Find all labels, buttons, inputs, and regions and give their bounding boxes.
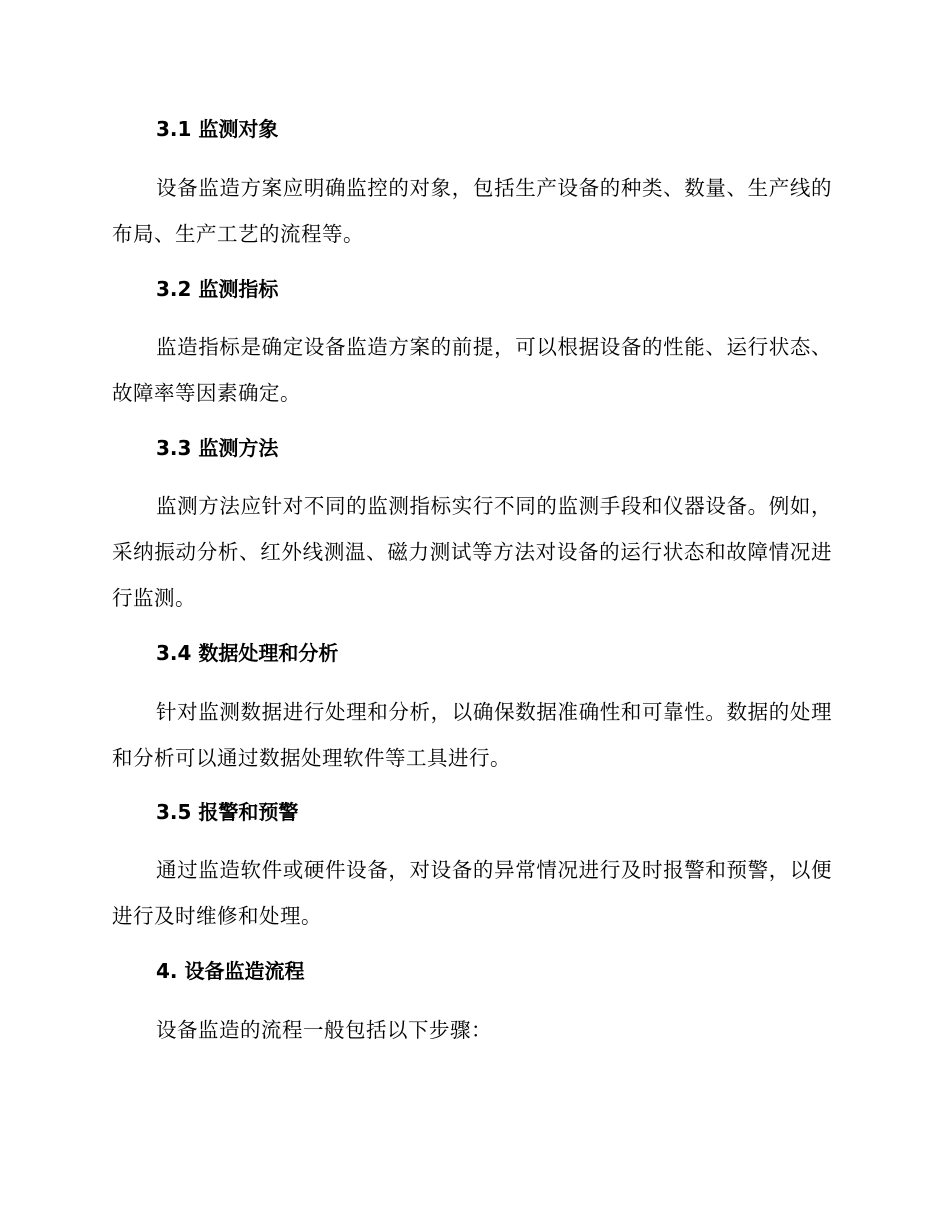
- section-body-3-3: 监测方法应针对不同的监测指标实行不同的监测手段和仪器设备。例如，采纳振动分析、红外线测温、磁力测试等方法对设备的运行状态和故障情况进行监测。: [112, 494, 832, 610]
- section-body-3-4: 针对监测数据进行处理和分析，以确保数据准确性和可靠性。数据的处理和分析可以通过数据处理软件等工具进行。: [112, 700, 832, 770]
- section-heading-3-5: 3.5 报警和预警: [156, 800, 299, 824]
- section-heading-3-3: 3.3 监测方法: [156, 436, 279, 460]
- section-heading-4: 4. 设备监造流程: [156, 959, 305, 983]
- document-page: [112, 0, 832, 1230]
- section-body-3-2: 监造指标是确定设备监造方案的前提，可以根据设备的性能、运行状态、故障率等因素确定。: [112, 335, 832, 405]
- section-body-3-1: 设备监造方案应明确监控的对象，包括生产设备的种类、数量、生产线的布局、生产工艺的流程等。: [112, 176, 832, 246]
- section-body-4: 设备监造的流程一般包括以下步骤：: [156, 1018, 492, 1042]
- section-heading-3-4: 3.4 数据处理和分析: [156, 641, 339, 665]
- section-heading-3-1: 3.1 监测对象: [156, 117, 279, 141]
- section-heading-3-2: 3.2 监测指标: [156, 277, 279, 301]
- section-body-3-5: 通过监造软件或硬件设备，对设备的异常情况进行及时报警和预警，以便进行及时维修和处理。: [112, 858, 832, 928]
